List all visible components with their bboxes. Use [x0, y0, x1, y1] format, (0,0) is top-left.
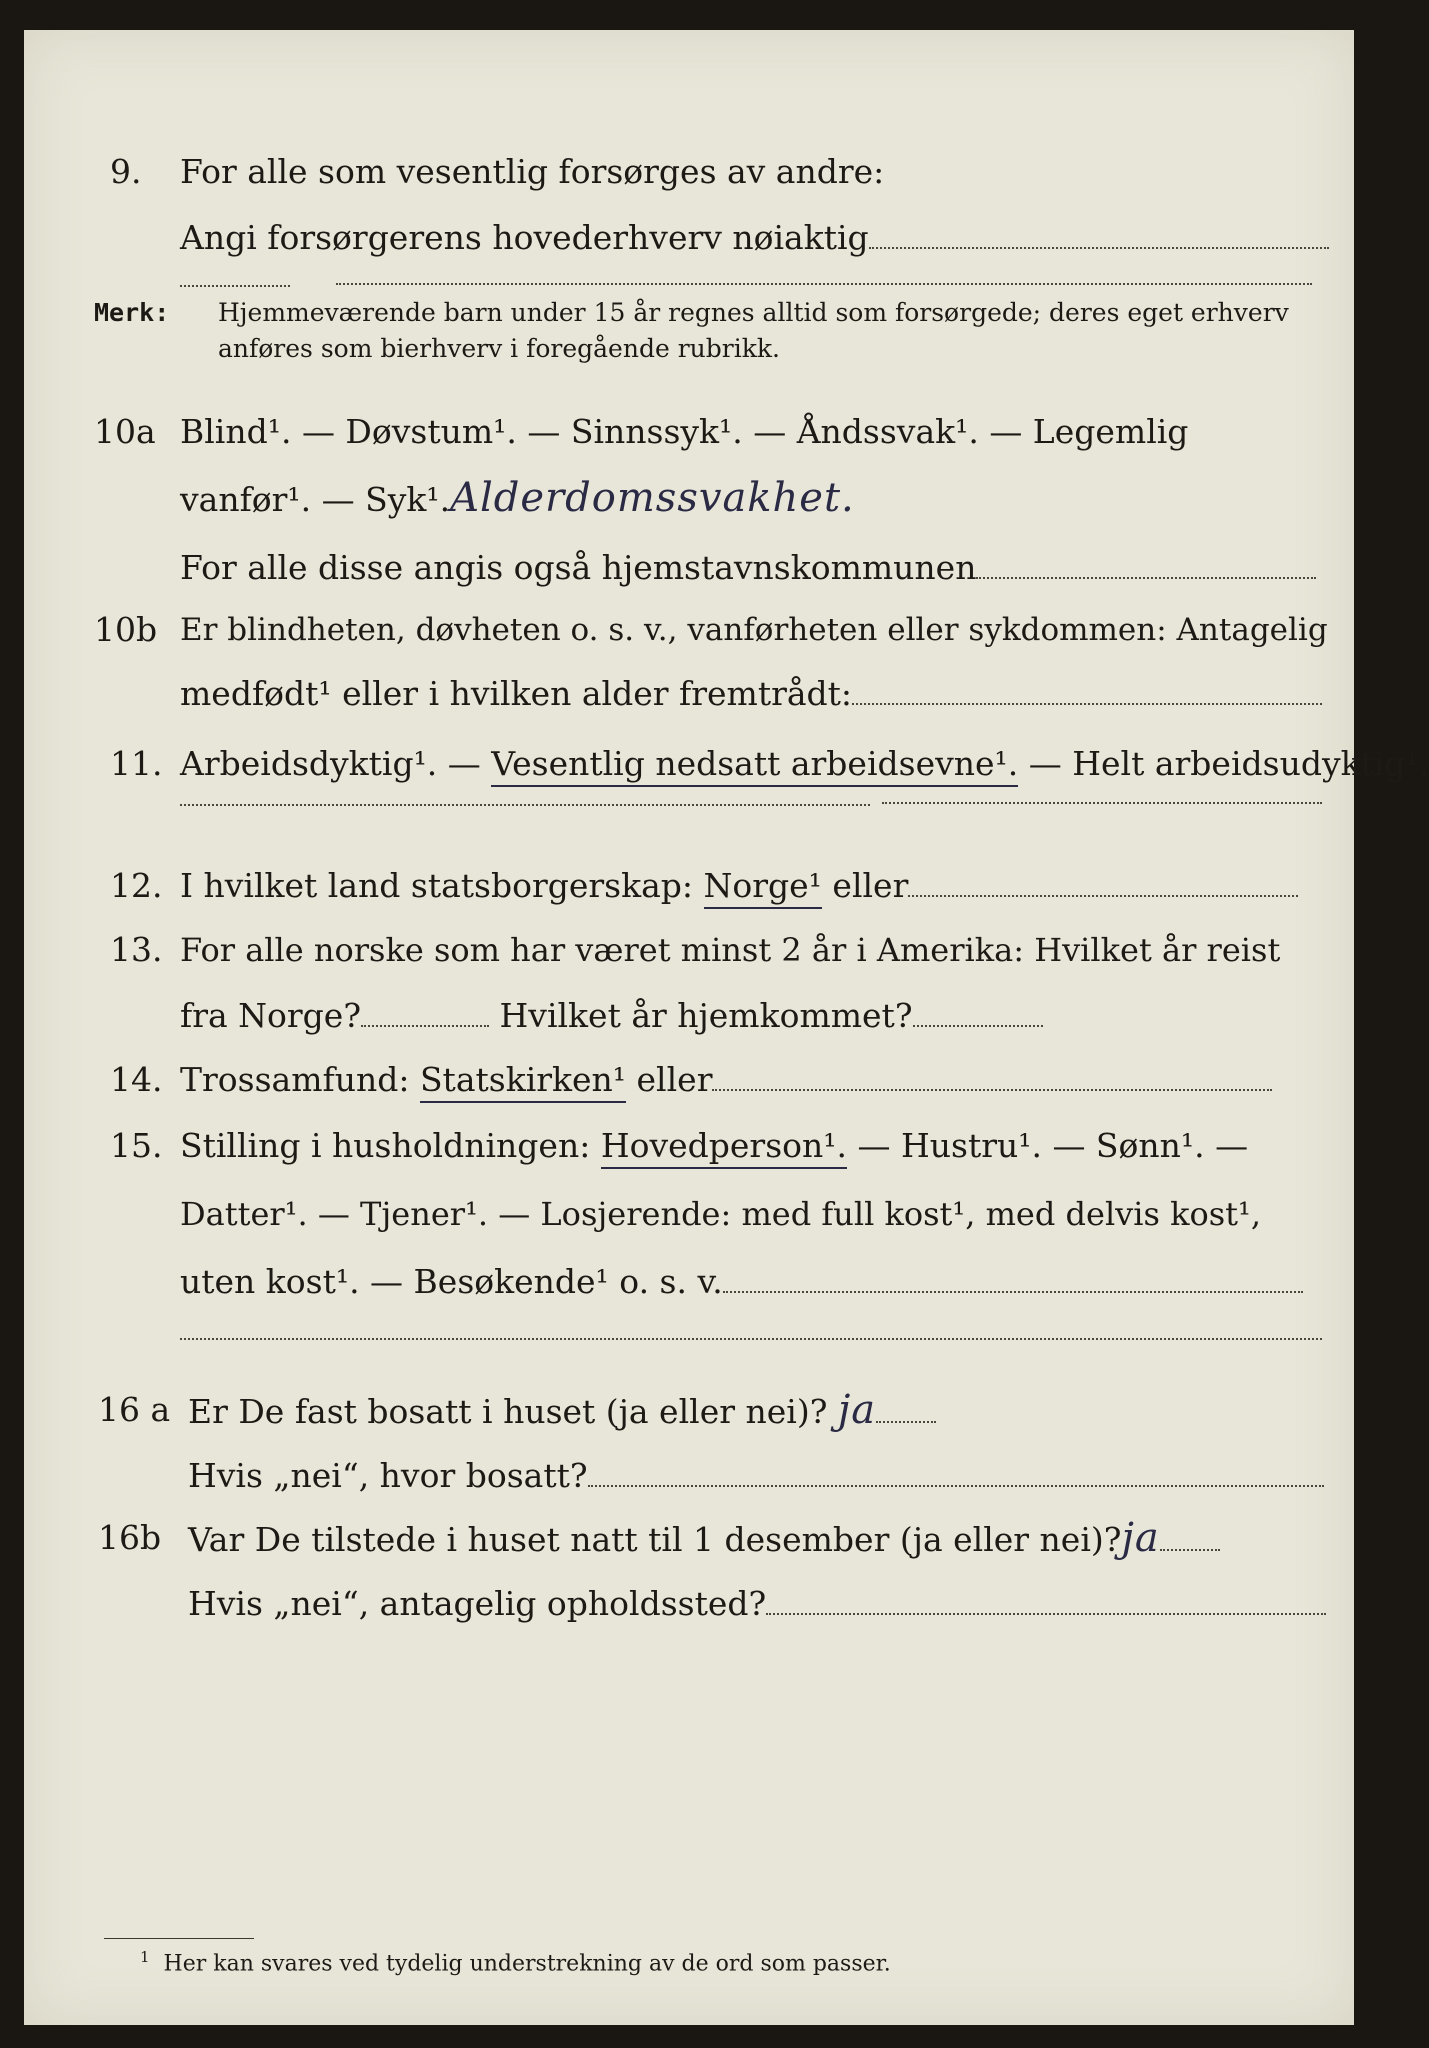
- q10a-line2-prefix: vanfør¹. — Syk¹.: [180, 480, 451, 519]
- q16a-number: 16 a: [98, 1390, 171, 1429]
- q10a-row2: [24, 468, 1354, 528]
- q15-prefix: Stilling i husholdningen:: [180, 1126, 591, 1165]
- q15-row2: [24, 1184, 1354, 1244]
- q10b-answer-line[interactable]: [852, 702, 1322, 705]
- q16a-handwritten-answer[interactable]: ja: [837, 1387, 877, 1433]
- q15-line1-rest: — Hustru¹. — Sønn¹. —: [857, 1126, 1249, 1165]
- q16a-line1: Er De fast bosatt i huset (ja eller nei)?: [188, 1392, 828, 1431]
- q16a-row2: [24, 1446, 1354, 1506]
- q12-prefix: I hvilket land statsborgerskap:: [180, 866, 694, 905]
- q13-line1: For alle norske som har været minst 2 år i Amerika: Hvilket år reist: [180, 931, 1281, 969]
- q13-number: 13.: [110, 930, 163, 969]
- q11-extra-line-a: [180, 804, 870, 806]
- q16a-bosatt-line[interactable]: [588, 1484, 1324, 1487]
- footnote: [140, 1948, 891, 1976]
- q14-prefix: Trossamfund:: [180, 1060, 410, 1099]
- q13-row2: [24, 986, 1354, 1046]
- q10a-row3: [24, 538, 1354, 598]
- q13-line2b: Hvilket år hjemkommet?: [499, 996, 913, 1035]
- q10b-line2: medfødt¹ eller i hvilken alder fremtrådt:: [180, 674, 853, 713]
- q10b-row1: [24, 600, 1354, 660]
- q10b-row2: [24, 664, 1354, 724]
- q14-suffix: eller: [636, 1060, 713, 1099]
- q11-extra-line-b: [882, 802, 1322, 804]
- q14-answer-line[interactable]: [712, 1088, 1272, 1091]
- q16a-line2: Hvis „nei“, hvor bosatt?: [188, 1456, 588, 1495]
- q16b-row1: [24, 1508, 1354, 1568]
- q10a-number: 10a: [94, 412, 156, 451]
- merk-label: Merk:: [94, 298, 170, 327]
- q11-part2-underlined[interactable]: Vesentlig nedsatt arbeidsevne¹.: [491, 744, 1018, 787]
- q16b-row2: [24, 1574, 1354, 1634]
- q14-row: [24, 1050, 1354, 1110]
- q13-line2a: fra Norge?: [180, 996, 362, 1035]
- q12-suffix: eller: [832, 866, 909, 905]
- q12-row: [24, 856, 1354, 916]
- q16a-row1: [24, 1380, 1354, 1440]
- q10a-line1: Blind¹. — Døvstum¹. — Sinnssyk¹. — Åndssvak¹. — Legemlig: [180, 412, 1189, 451]
- q9-number: 9.: [110, 152, 142, 191]
- q15-answer-line[interactable]: [723, 1290, 1303, 1293]
- q13-row1: [24, 920, 1354, 980]
- q10b-line1: Er blindheten, døvheten o. s. v., vanførheten eller sykdommen: Antagelig: [180, 612, 1328, 648]
- q9-extra-line-a: [180, 285, 290, 287]
- q16b-number: 16b: [98, 1518, 162, 1557]
- q12-answer-line[interactable]: [908, 894, 1298, 897]
- q11-number: 11.: [110, 744, 163, 783]
- q15-number: 15.: [110, 1126, 163, 1165]
- q15-row3: [24, 1252, 1354, 1312]
- q16b-opholdssted-line[interactable]: [766, 1612, 1326, 1615]
- q10a-hjemstavn-line[interactable]: [976, 576, 1316, 579]
- q10b-number: 10b: [94, 610, 158, 649]
- census-form-page: [24, 30, 1429, 2025]
- q16b-line1: Var De tilstede i huset natt til 1 desember (ja eller nei)?: [188, 1520, 1122, 1559]
- q9-line1: For alle som vesentlig forsørges av andre:: [180, 152, 885, 191]
- q15-row1: [24, 1116, 1354, 1176]
- footnote-rule: [104, 1938, 254, 1939]
- q14-choice-statskirken[interactable]: Statskirken¹: [420, 1060, 626, 1103]
- q15-extra-line: [180, 1338, 1322, 1340]
- q9-row2: [24, 208, 1354, 268]
- q15-line2: Datter¹. — Tjener¹. — Losjerende: med full kost¹, med delvis kost¹,: [180, 1195, 1262, 1233]
- q12-number: 12.: [110, 866, 163, 905]
- q9-row1: [24, 142, 1354, 202]
- merk-text: Hjemmeværende barn under 15 år regnes alltid som forsørgede; deres eget erhverv anføres som bierhverv i foregående rubrikk.: [218, 298, 1289, 363]
- q15-line3: uten kost¹. — Besøkende¹ o. s. v.: [180, 1262, 723, 1301]
- q13-hjemkommet-line[interactable]: [913, 1024, 1043, 1027]
- footnote-mark: 1: [140, 1948, 150, 1966]
- q10a-row1: [24, 402, 1354, 462]
- q10a-handwritten-answer[interactable]: Alderdomssvakhet.: [450, 475, 855, 521]
- q16a-answer-line[interactable]: [876, 1420, 936, 1423]
- q13-reist-line[interactable]: [361, 1024, 489, 1027]
- q11-row: [24, 734, 1429, 794]
- q11-part1: Arbeidsdyktig¹. —: [180, 744, 481, 783]
- q9-line2: Angi forsørgerens hovederhverv nøiaktig: [180, 218, 869, 257]
- q9-extra-line-b: [336, 283, 1312, 285]
- q12-choice-norge[interactable]: Norge¹: [704, 866, 822, 909]
- q11-part3: — Helt arbeidsudyktig¹.: [1028, 744, 1429, 783]
- q16b-answer-line[interactable]: [1160, 1548, 1220, 1551]
- q15-choice-hovedperson[interactable]: Hovedperson¹.: [601, 1126, 847, 1169]
- q10a-line3: For alle disse angis også hjemstavnskommunen: [180, 548, 977, 587]
- q14-number: 14.: [110, 1060, 163, 1099]
- footnote-text: Her kan svares ved tydelig understrekning av de ord som passer.: [163, 1951, 891, 1977]
- q16b-line2: Hvis „nei“, antagelig opholdssted?: [188, 1584, 767, 1623]
- q16b-handwritten-answer[interactable]: ja: [1121, 1515, 1160, 1561]
- q9-answer-line[interactable]: [869, 246, 1329, 249]
